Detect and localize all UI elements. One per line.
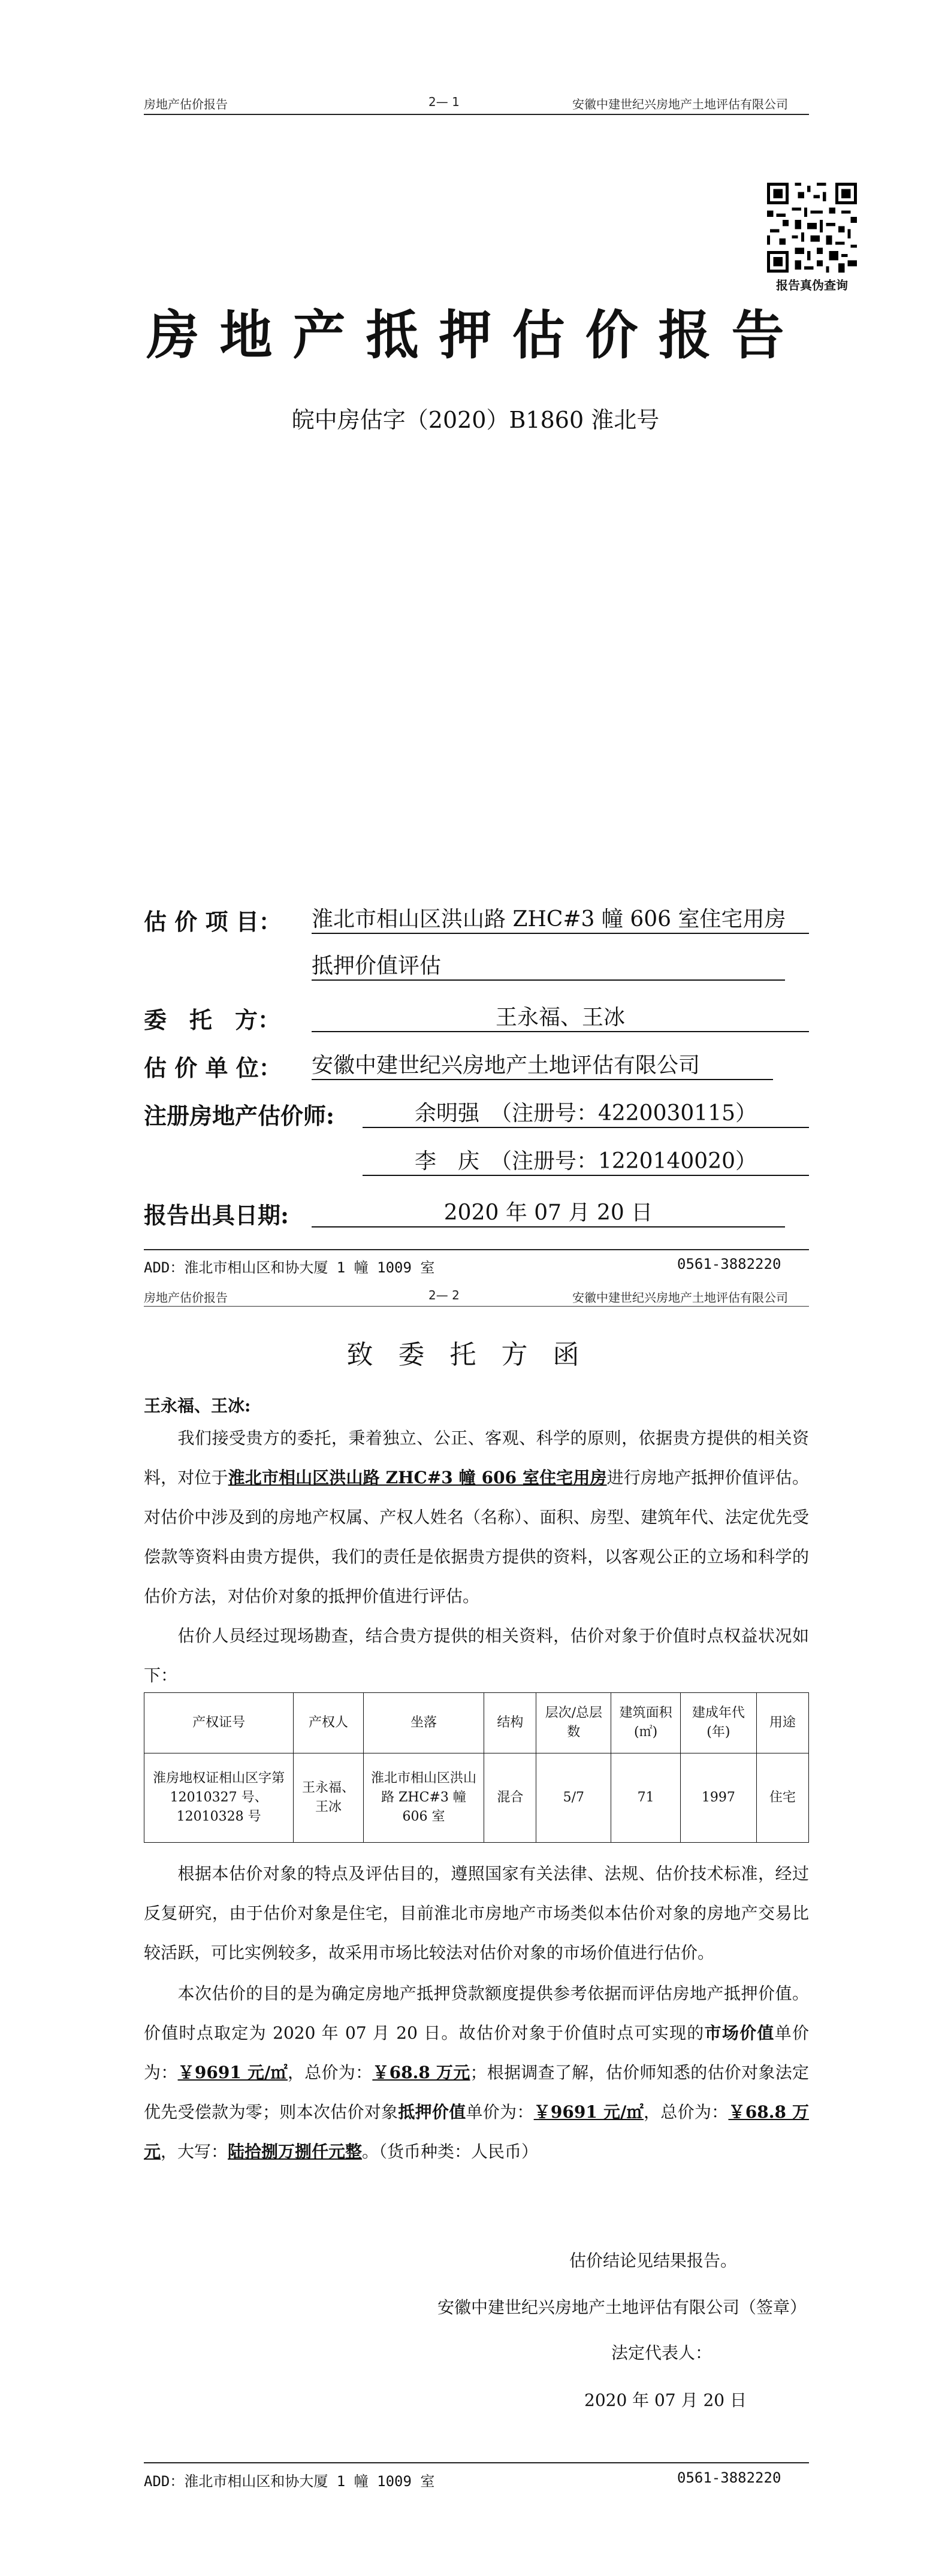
appraiser-1: 余明强 （注册号：4220030115） [363, 1096, 809, 1128]
p4-text-e: ，总价为： [287, 2063, 373, 2082]
p2-text: 估价人员经过现场勘查，结合贵方提供的相关资料，估价对象于价值时点权益状况如下： [144, 1626, 809, 1685]
p4-text-g: ；根据调查了解，估价师知悉的估价对象法定优先受偿款为零；则本次估价对象 [144, 2063, 809, 2122]
table-header-row [144, 1693, 809, 1753]
page1-header-page-no: 2— 1 [428, 95, 460, 109]
p1-text-c: 进行房地产抵押价值评估。对估价中涉及到的房地产权属、产权人姓名（名称）、面积、房型、建筑年代、法定优先受偿款等资料由贵方提供，我们的责任是依据贵方提供的资料，以客观公正的立场和科学的估价方法，对估价对象的抵押价值进行评估。 [144, 1468, 809, 1606]
p1-text-a: 我们接受贵方的委托，秉着独立、公正、客观、科学的原则，依据贵方提供的相关资料，对位于 [144, 1428, 809, 1487]
client-label: 委 托 方： [144, 1006, 281, 1033]
appraiser-label: 注册房地产估价师: [144, 1102, 335, 1129]
table-cell: 王永福、王冰 [294, 1753, 363, 1843]
p4-text-i: 单价为： [466, 2102, 534, 2122]
page2-footer-address: ADD：淮北市相山区和协大厦 1 幢 1009 室 [144, 2473, 435, 2490]
table-cell: 住宅 [756, 1753, 808, 1843]
qr-code-icon [767, 183, 857, 273]
page2-header-left: 房地产估价报告 [144, 1290, 228, 1305]
mortgage-unit-price: ￥9691 元/㎡ [533, 2102, 644, 2122]
legal-representative: 法定代表人： [611, 2343, 713, 2363]
p4-text-a: 本次估价的目的是为确定房地产抵押贷款额度提供参考依据而评估房地产抵押价值。价值时点取定为 2020 年 07 月 20 日。故估价对象于价值时点可实现的 [144, 1984, 809, 2043]
project-line-2: 抵押价值评估 [312, 949, 785, 981]
market-total-price: ￥68.8 万元 [372, 2063, 470, 2082]
table-header-cell: 结构 [484, 1693, 536, 1753]
property-info-table [144, 1692, 809, 1843]
mortgage-value-label: 抵押价值 [398, 2102, 466, 2122]
page2-header-right: 安徽中建世纪兴房地产土地评估有限公司 [572, 1290, 788, 1305]
page1-header-left: 房地产估价报告 [144, 97, 228, 111]
report-number: 皖中房估字（2020）B1860 淮北号 [291, 407, 660, 433]
letter-title: 致委托方函 [346, 1340, 605, 1370]
p4-text-m: ，大写： [161, 2142, 228, 2161]
page1-footer-address: ADD：淮北市相山区和协大厦 1 幢 1009 室 [144, 1259, 435, 1276]
page2-footer-phone: 0561-3882220 [677, 2469, 781, 2486]
amount-in-words: 陆拾捌万捌仟元整 [228, 2142, 363, 2161]
table-header-cell: 建筑面积(㎡) [611, 1693, 681, 1753]
market-unit-price: ￥9691 元/㎡ [177, 2063, 288, 2082]
market-value-label: 市场价值 [704, 2023, 775, 2043]
page1-header-rule [144, 114, 809, 115]
table-header-cell: 产权人 [294, 1693, 363, 1753]
qr-verify-label: 报告真伪查询 [776, 278, 848, 292]
project-line-1: 淮北市相山区洪山路 ZHC#3 幢 606 室住宅用房 [312, 902, 809, 934]
p4-text-k: ，总价为： [644, 2102, 729, 2122]
table-row [144, 1753, 809, 1843]
p4-text-o: 。（货币种类：人民币） [362, 2142, 539, 2161]
appraiser-2: 李 庆 （注册号：1220140020） [363, 1144, 809, 1176]
page2-header-page-no: 2— 2 [428, 1288, 460, 1302]
date-label: 报告出具日期: [144, 1202, 289, 1229]
salutation: 王永福、王冰: [144, 1396, 251, 1416]
table-cell: 1997 [681, 1753, 757, 1843]
page2-header-rule [144, 1306, 809, 1307]
table-cell: 淮房地权证相山区字第 12010327 号、12010328 号 [144, 1753, 294, 1843]
paragraph-4 [144, 1974, 809, 2172]
paragraph-1 [144, 1419, 809, 1616]
table-header-cell: 用途 [756, 1693, 808, 1753]
project-label: 估 价 项 目： [144, 908, 282, 935]
p4-text-c: 单价为： [144, 2023, 809, 2082]
company-signature: 安徽中建世纪兴房地产土地评估有限公司（签章） [437, 2297, 807, 2317]
mortgage-total-price: ￥68.8 万元 [144, 2102, 809, 2161]
date-value: 2020 年 07 月 20 日 [312, 1196, 785, 1227]
report-title: 房地产抵押估价报告 [146, 304, 805, 366]
table-cell: 5/7 [536, 1753, 611, 1843]
paragraph-2 [144, 1616, 809, 1695]
table-cell: 淮北市相山区洪山路 ZHC#3 幢 606 室 [363, 1753, 484, 1843]
page1-footer-phone: 0561-3882220 [677, 1256, 781, 1272]
table-cell: 71 [611, 1753, 681, 1843]
table-header-cell: 层次/总层数 [536, 1693, 611, 1753]
table-header-cell: 产权证号 [144, 1693, 294, 1753]
table-header-cell: 建成年代(年) [681, 1693, 757, 1753]
page2-footer-rule [144, 2462, 809, 2463]
org-label: 估 价 单 位： [144, 1054, 282, 1081]
org-value: 安徽中建世纪兴房地产土地评估有限公司 [312, 1048, 773, 1080]
page1-footer-rule [144, 1249, 809, 1250]
p3-text: 根据本估价对象的特点及评估目的，遵照国家有关法律、法规、估价技术标准，经过反复研究，由于估价对象是住宅，目前淮北市房地产市场类似本估价对象的房地产交易比较活跃，可比实例较多，故采用市场比较法对估价对象的市场价值进行估价。 [144, 1864, 809, 1963]
page1-header-right: 安徽中建世纪兴房地产土地评估有限公司 [572, 97, 788, 111]
table-cell: 混合 [484, 1753, 536, 1843]
table-header-cell: 坐落 [363, 1693, 484, 1753]
conclusion-note: 估价结论见结果报告。 [569, 2251, 738, 2270]
letter-date: 2020 年 07 月 20 日 [584, 2390, 747, 2410]
client-value: 王永福、王冰 [312, 1000, 809, 1032]
paragraph-3 [144, 1854, 809, 1973]
property-address: 淮北市相山区洪山路 ZHC#3 幢 606 室住宅用房 [228, 1468, 607, 1487]
